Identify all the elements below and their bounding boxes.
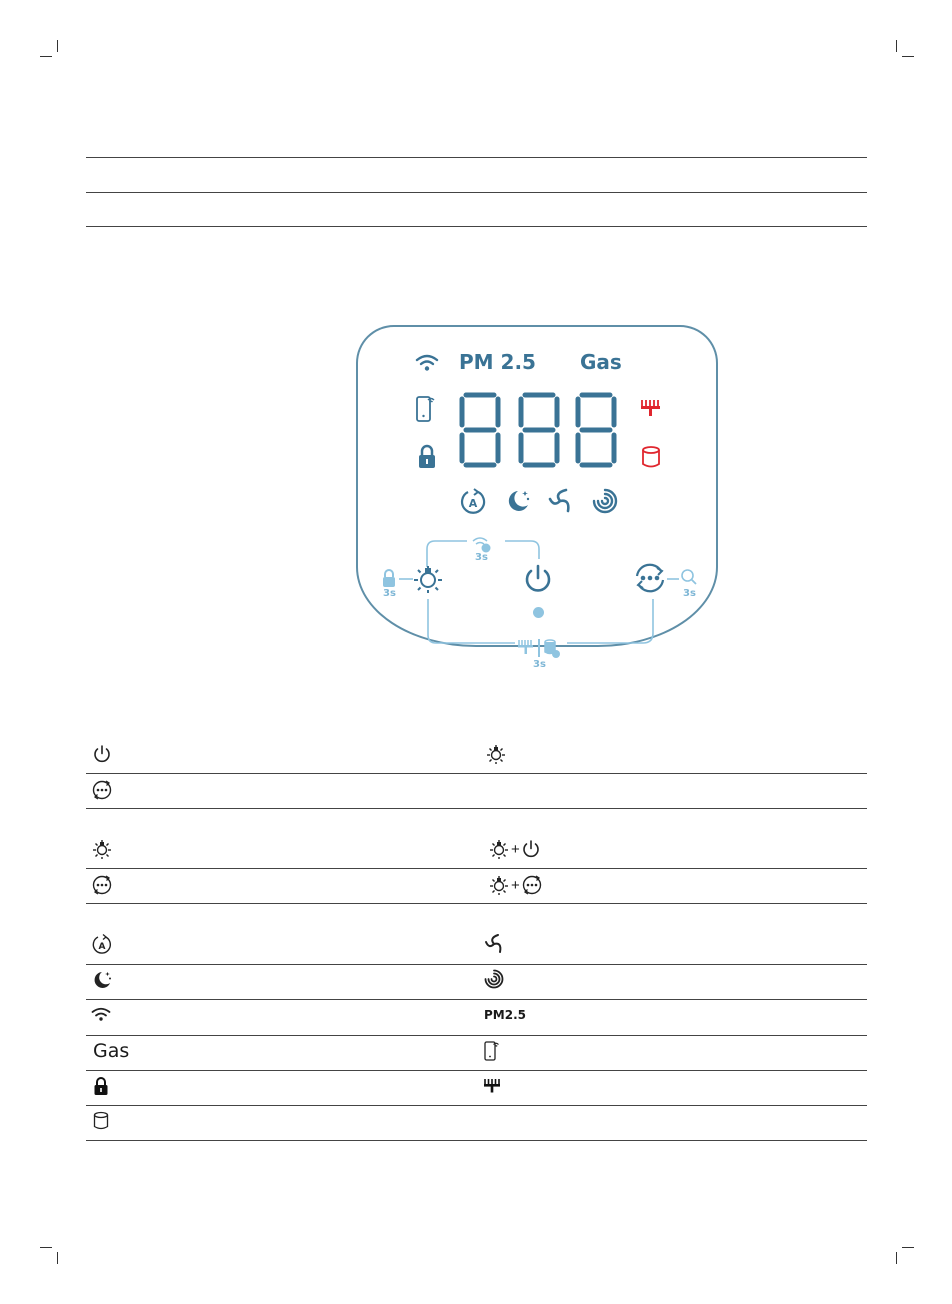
light-icon (488, 838, 510, 860)
crop-mark (40, 56, 52, 57)
max-fan-icon (483, 968, 505, 990)
legend-rule (86, 964, 867, 965)
light-icon (91, 838, 113, 860)
hold-3s-label: 3s (383, 588, 396, 599)
top-rule (86, 157, 867, 158)
phone-connect-icon (415, 394, 437, 424)
light-plus-power-combo (488, 838, 541, 860)
wifi-icon (415, 354, 439, 372)
phone-connect-icon (483, 1040, 501, 1062)
pm25-label: PM 2.5 (459, 350, 536, 374)
power-indicator-dot (533, 607, 544, 618)
top-rule (86, 192, 867, 193)
light-plus-mode-combo (488, 874, 543, 896)
mode-cycle-icon (632, 561, 668, 595)
power-icon (522, 563, 554, 595)
legend-rule (86, 999, 867, 1000)
legend-rule (86, 773, 867, 774)
sleep-mode-icon (504, 487, 532, 515)
mode-cycle-icon (91, 874, 113, 896)
turbo-fan-icon (483, 933, 505, 955)
svg-text:A: A (468, 497, 478, 510)
plus-sign: + (511, 840, 520, 858)
crop-mark (902, 56, 914, 57)
light-icon (488, 874, 510, 896)
filter-cylinder-icon (92, 1111, 110, 1131)
filter-reset-icon (516, 637, 566, 661)
plus-sign: + (511, 876, 520, 894)
filter-comb-icon (639, 398, 663, 418)
lock-icon (417, 444, 437, 470)
crop-mark (902, 1247, 914, 1248)
light-icon (485, 743, 507, 765)
legend-rule (86, 903, 867, 904)
crop-mark (57, 40, 58, 52)
crop-mark (40, 1247, 52, 1248)
wifi-icon (91, 1007, 111, 1022)
crop-mark (896, 1252, 897, 1264)
gas-label: Gas (93, 1040, 130, 1062)
sleep-mode-icon (91, 969, 113, 991)
filter-comb-icon (482, 1077, 502, 1095)
power-icon (92, 744, 112, 764)
legend-rule (86, 868, 867, 869)
legend-rule (86, 1105, 867, 1106)
legend-rule (86, 1035, 867, 1036)
lock-icon (93, 1076, 109, 1096)
turbo-fan-icon (546, 487, 574, 515)
auto-mode-icon (459, 488, 487, 516)
legend-rule (86, 1140, 867, 1141)
hold-3s-label: 3s (475, 552, 488, 563)
search-icon (680, 568, 698, 586)
light-icon (411, 562, 445, 596)
legend-rule (86, 808, 867, 809)
crop-mark (896, 40, 897, 52)
mode-cycle-icon (91, 779, 113, 801)
hold-3s-label: 3s (533, 659, 546, 670)
legend-rule (86, 1070, 867, 1071)
filter-cylinder-icon (640, 445, 662, 469)
gas-label: Gas (580, 350, 622, 374)
power-icon (521, 839, 541, 859)
max-fan-icon (591, 487, 619, 515)
mode-cycle-icon (521, 874, 543, 896)
pm25-label: PM2.5 (484, 1008, 526, 1022)
auto-mode-icon (91, 934, 113, 956)
segment-digits (458, 392, 620, 468)
top-rule (86, 226, 867, 227)
hold-3s-label: 3s (683, 588, 696, 599)
lock-small-icon (381, 568, 397, 588)
crop-mark (57, 1252, 58, 1264)
svg-text:A: A (98, 942, 106, 952)
